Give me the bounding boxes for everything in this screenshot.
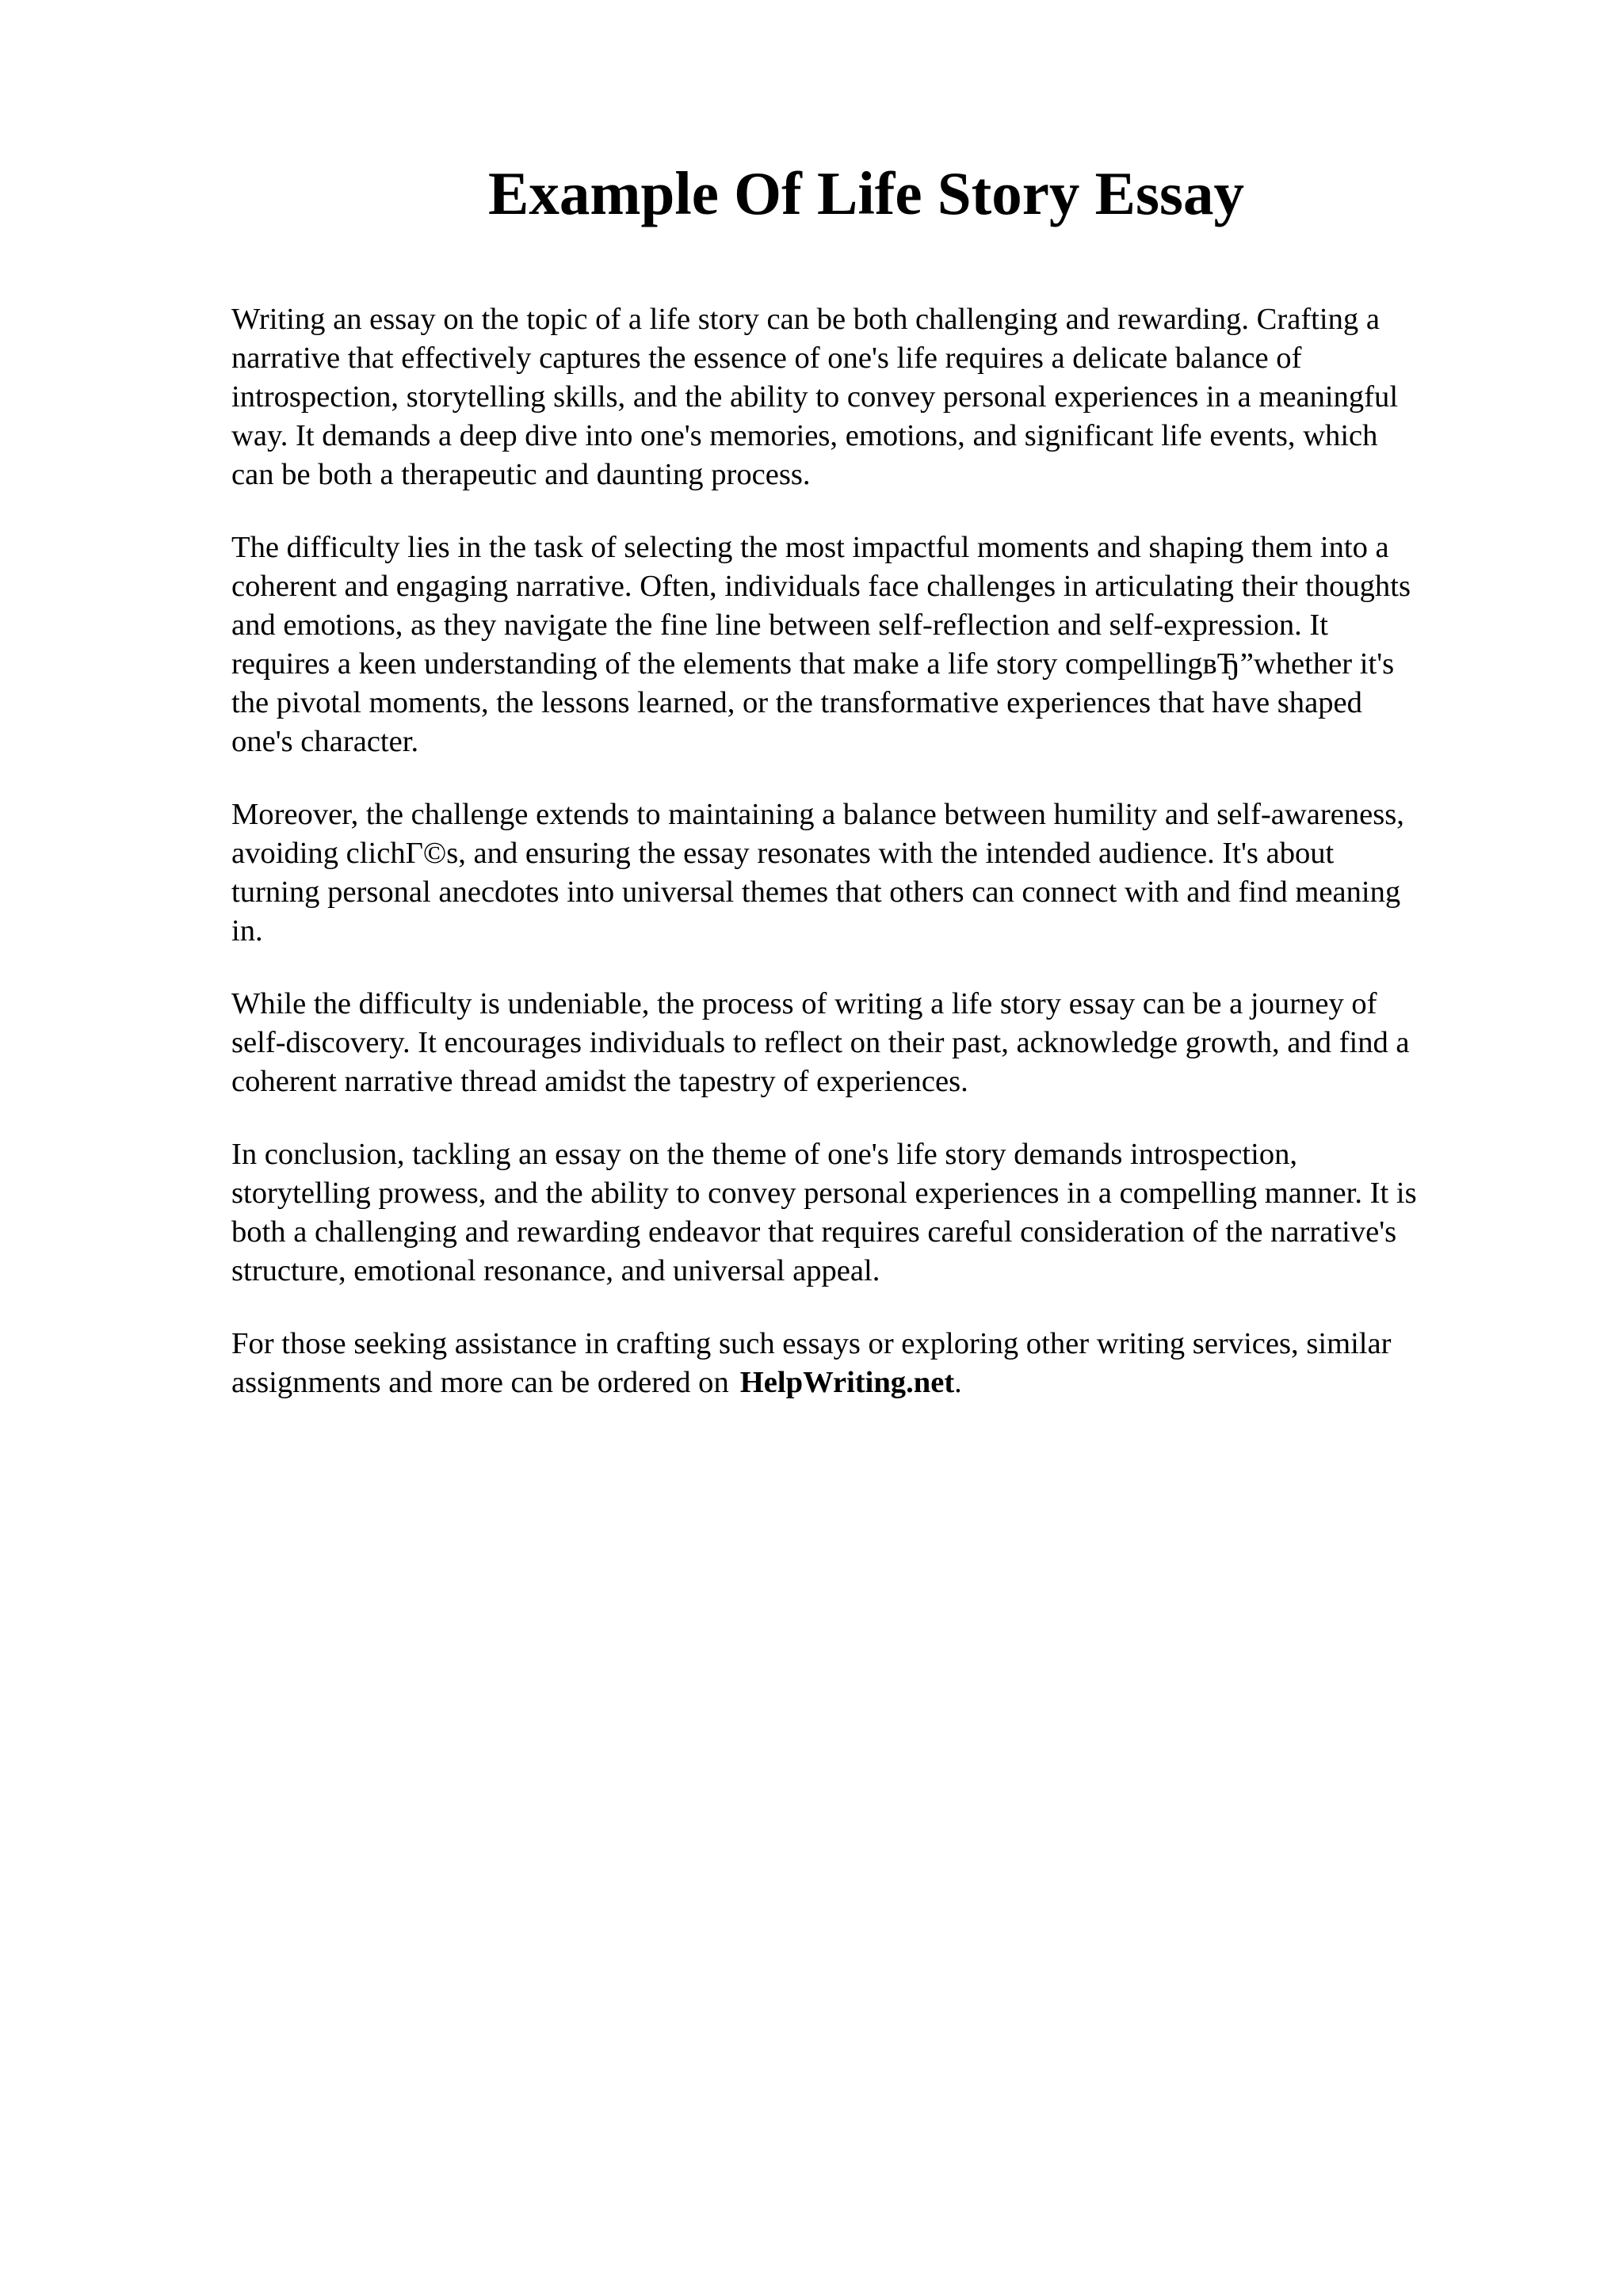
document-body <box>231 300 1515 1436</box>
text-line: While the difficulty is undeniable, the process of writing a life story essay can be a journey of <box>231 987 1377 1020</box>
text-line: Writing an essay on the topic of a life story can be both challenging and rewarding. Crafting a <box>231 303 1380 336</box>
closing-prefix: assignments and more can be ordered on <box>231 1366 729 1399</box>
text-line: can be both a therapeutic and daunting process. <box>231 458 811 491</box>
closing-paragraph <box>231 1325 1515 1402</box>
text-line: introspection, storytelling skills, and the ability to convey personal experiences in a meaningful <box>231 380 1399 414</box>
text-line: the pivotal moments, the lessons learned, or the transformative experiences that have shaped <box>231 686 1362 719</box>
paragraph-4 <box>231 985 1515 1101</box>
paragraph-2 <box>231 528 1515 761</box>
text-line <box>231 1363 1515 1402</box>
closing-suffix: . <box>954 1366 962 1399</box>
text-line: both a challenging and rewarding endeavor that requires careful consideration of the narrative's <box>231 1215 1397 1249</box>
text-line: one's character. <box>231 725 419 758</box>
text-line: storytelling prowess, and the ability to convey personal experiences in a compelling manner. It is <box>231 1177 1417 1210</box>
text-line: For those seeking assistance in crafting such essays or exploring other writing services, similar <box>231 1327 1392 1360</box>
text-line: Moreover, the challenge extends to maintaining a balance between humility and self-awareness, <box>231 798 1404 831</box>
paragraph-3 <box>231 795 1515 951</box>
text-line: The difficulty lies in the task of selecting the most impactful moments and shaping them into a <box>231 531 1389 564</box>
document-title: Example Of Life Story Essay <box>488 159 1244 227</box>
text-line: coherent and engaging narrative. Often, individuals face challenges in articulating their thoughts <box>231 570 1411 603</box>
text-line: self-discovery. It encourages individuals to reflect on their past, acknowledge growth, and find a <box>231 1026 1410 1059</box>
text-line: turning personal anecdotes into universal themes that others can connect with and find meaning <box>231 875 1401 909</box>
text-line: way. It demands a deep dive into one's memories, emotions, and significant life events, which <box>231 419 1378 452</box>
paragraph-1 <box>231 300 1515 494</box>
helpwriting-link[interactable]: HelpWriting.net <box>739 1366 955 1399</box>
text-line: narrative that effectively captures the essence of one's life requires a delicate balance of <box>231 341 1302 375</box>
text-line: in. <box>231 914 263 948</box>
text-line: avoiding clichГ©s, and ensuring the essay resonates with the intended audience. It's about <box>231 837 1335 870</box>
text-line: coherent narrative thread amidst the tapestry of experiences. <box>231 1065 968 1098</box>
paragraph-5 <box>231 1135 1515 1291</box>
text-line: and emotions, as they navigate the fine line between self-reflection and self-expression. It <box>231 608 1329 642</box>
text-line: requires a keen understanding of the elements that make a life story compellingвЂ”whether it's <box>231 647 1395 681</box>
text-line: structure, emotional resonance, and universal appeal. <box>231 1254 880 1287</box>
text-line: In conclusion, tackling an essay on the theme of one's life story demands introspection, <box>231 1138 1298 1171</box>
